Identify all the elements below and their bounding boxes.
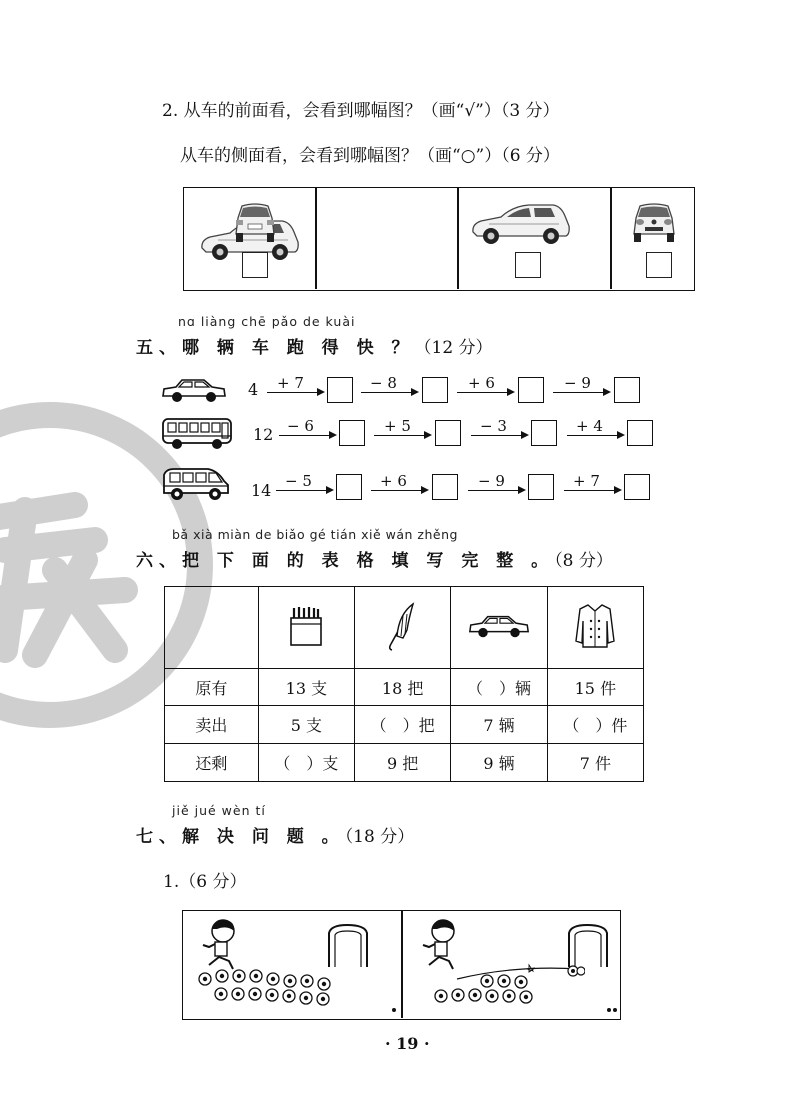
blank-cell[interactable]: （ ）件 [547, 706, 643, 744]
answer-box[interactable] [336, 474, 362, 500]
arrow [276, 490, 332, 491]
header-cell [355, 587, 451, 669]
row-label: 卖出 [165, 706, 259, 744]
section5-title-text: 五、哪 辆 车 跑 得 快 ？ [136, 338, 415, 358]
answer-box[interactable] [646, 252, 672, 278]
operation-label: + 5 [384, 417, 411, 435]
answer-box[interactable] [518, 377, 544, 403]
question2-line1: 2. 从车的前面看，会看到哪幅图？（画“√”）（3 分） [162, 101, 560, 121]
question1-label: 1.（6 分） [163, 872, 247, 892]
pencil-box-icon [286, 604, 326, 648]
van-icon [160, 465, 232, 503]
question2-line2: 从车的侧面看，会看到哪幅图？（画“○”）（6 分） [180, 146, 560, 166]
arrow [553, 392, 609, 393]
answer-box[interactable] [422, 377, 448, 403]
page-number: · 19 · [385, 1034, 430, 1053]
answer-box[interactable] [614, 377, 640, 403]
section6-title [136, 546, 613, 571]
operation-label: + 4 [576, 417, 603, 435]
answer-box[interactable] [339, 420, 365, 446]
section6-points: （8 分） [554, 551, 613, 571]
front-car-icon [232, 200, 278, 244]
arrow [374, 435, 430, 436]
section7-points: （18 分） [344, 827, 415, 847]
arrow [267, 392, 323, 393]
operation-label: − 9 [564, 374, 591, 392]
corner-cell [165, 587, 259, 669]
panel-dot-marker [613, 1008, 617, 1012]
table-row [165, 706, 644, 744]
car-icon [467, 612, 531, 640]
blank-cell[interactable]: （ ）辆 [451, 669, 547, 706]
football-group-icon [197, 967, 357, 1009]
table-cell: 7 辆 [451, 706, 547, 744]
car-view-strip [183, 187, 695, 291]
section6-title-text: 六、把 下 面 的 表 格 填 写 完 整 。 [136, 551, 555, 571]
arrow [361, 392, 417, 393]
table-cell: 9 把 [355, 744, 451, 782]
arrow [471, 435, 527, 436]
header-cell [547, 587, 643, 669]
row-label: 原有 [165, 669, 259, 706]
operation-label: − 6 [287, 417, 314, 435]
football-group-icon [433, 973, 553, 1009]
panel-dot-marker [392, 1008, 396, 1012]
table-cell: 18 把 [355, 669, 451, 706]
arrow [564, 490, 620, 491]
table-row [165, 744, 644, 782]
start-number: 12 [253, 425, 274, 444]
table-cell: 9 辆 [451, 744, 547, 782]
operation-label: + 6 [380, 472, 407, 490]
operation-label: − 8 [370, 374, 397, 392]
table-row [165, 669, 644, 706]
arrow [279, 435, 335, 436]
car-icon [160, 376, 228, 404]
start-number: 14 [251, 481, 272, 500]
answer-box[interactable] [327, 377, 353, 403]
answer-box[interactable] [528, 474, 554, 500]
operation-label: + 7 [277, 374, 304, 392]
arrow [567, 435, 623, 436]
panel-dot-marker [607, 1008, 611, 1012]
front-car-icon [630, 200, 678, 244]
umbrella-icon [383, 600, 423, 652]
operation-label: − 9 [478, 472, 505, 490]
arrow [468, 490, 524, 491]
header-cell [258, 587, 354, 669]
bus-icon [160, 416, 234, 450]
blank-cell[interactable]: （ ）支 [258, 744, 354, 782]
section5-points: （12 分） [414, 338, 493, 358]
blank-cell[interactable]: （ ）把 [355, 706, 451, 744]
section5-pinyin: nɑ liàng chē pǎo de kuài [178, 314, 356, 329]
football-panels [182, 910, 621, 1020]
operation-label: + 6 [468, 374, 495, 392]
section5-title [136, 333, 493, 358]
section7-title-text: 七、解 决 问 题 。 [136, 827, 345, 847]
operation-label: + 7 [573, 472, 600, 490]
table-cell: 15 件 [547, 669, 643, 706]
inventory-table [164, 586, 644, 782]
answer-box[interactable] [531, 420, 557, 446]
section7-title [136, 822, 414, 847]
answer-box[interactable] [515, 252, 541, 278]
answer-box[interactable] [627, 420, 653, 446]
jacket-icon [574, 601, 616, 651]
arrow [371, 490, 427, 491]
goal-icon [323, 923, 373, 969]
start-number: 4 [248, 380, 259, 399]
answer-box[interactable] [624, 474, 650, 500]
answer-box[interactable] [435, 420, 461, 446]
header-cell [451, 587, 547, 669]
arrow [457, 392, 513, 393]
table-cell: 13 支 [258, 669, 354, 706]
table-cell: 7 件 [547, 744, 643, 782]
operation-label: − 3 [480, 417, 507, 435]
answer-box[interactable] [432, 474, 458, 500]
answer-box[interactable] [242, 252, 268, 278]
section7-pinyin: jiě jué wèn tí [172, 803, 266, 818]
row-label: 还剩 [165, 744, 259, 782]
operation-label: − 5 [285, 472, 312, 490]
table-cell: 5 支 [258, 706, 354, 744]
section6-pinyin: bǎ xià miàn de biǎo gé tián xiě wán zhěng [172, 527, 458, 542]
side-car-icon [469, 200, 575, 246]
